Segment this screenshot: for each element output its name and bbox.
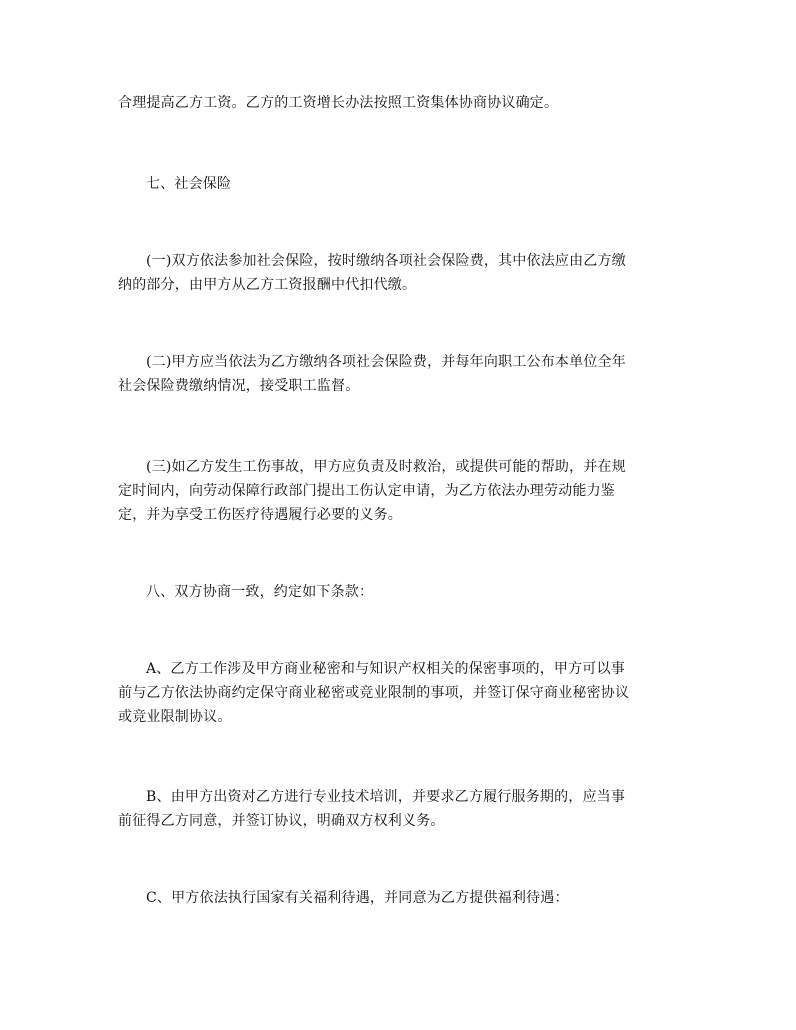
text-line: 或竞业限制协议。: [118, 709, 232, 725]
text-line: B、由甲方出资对乙方进行专业技术培训，并要求乙方履行服务期的，应当事: [146, 789, 626, 805]
text-line: 社会保险费缴纳情况，接受职工监督。: [118, 378, 360, 394]
paragraph-wage-growth: [118, 91, 688, 115]
text-line: 纳的部分，由甲方从乙方工资报酬中代扣代缴。: [118, 277, 417, 293]
paragraph-term-a: [118, 657, 688, 729]
text-line: 定时间内，向劳动保障行政部门提出工伤认定申请，为乙方依法办理劳动能力鉴: [118, 483, 615, 499]
text-line: 八、双方协商一致，约定如下条款：: [146, 584, 374, 600]
text-line: 前征得乙方同意，并签订协议，明确双方权利义务。: [118, 813, 445, 829]
text-line: 七、社会保险: [146, 176, 232, 192]
text-line: 合理提高乙方工资。乙方的工资增长办法按照工资集体协商协议确定。: [118, 95, 559, 111]
section-heading-agreed-terms: [118, 580, 688, 604]
text-line: (一)双方依法参加社会保险，按时缴纳各项社会保险费，其中依法应由乙方缴: [146, 253, 626, 269]
text-line: A、乙方工作涉及甲方商业秘密和与知识产权相关的保密事项的，甲方可以事: [146, 661, 625, 677]
paragraph-insurance-clause-3: [118, 455, 688, 527]
text-line: C、甲方依法执行国家有关福利待遇，并同意为乙方提供福利待遇：: [146, 890, 569, 906]
text-line: (二)甲方应当依法为乙方缴纳各项社会保险费，并每年向职工公布本单位全年: [146, 354, 626, 370]
text-line: 前与乙方依法协商约定保守商业秘密或竞业限制的事项，并签订保守商业秘密协议: [118, 685, 630, 701]
paragraph-term-b: [118, 785, 688, 833]
paragraph-insurance-clause-2: [118, 350, 688, 398]
section-heading-social-insurance: [118, 172, 688, 196]
text-line: (三)如乙方发生工伤事故，甲方应负责及时救治，或提供可能的帮助，并在规: [146, 459, 626, 475]
paragraph-insurance-clause-1: [118, 249, 688, 297]
paragraph-term-c: [118, 886, 688, 910]
text-line: 定，并为享受工伤医疗待遇履行必要的义务。: [118, 507, 402, 523]
